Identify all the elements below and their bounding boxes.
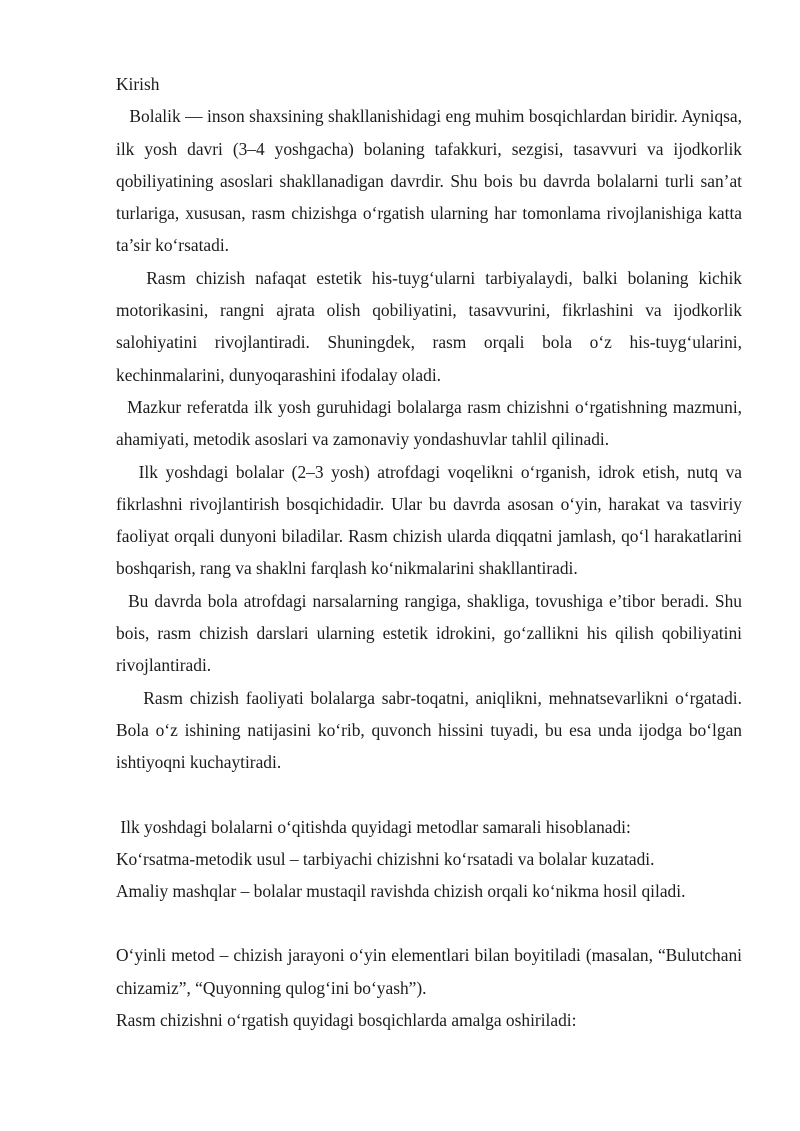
closing-line: Rasm chizishni o‘rgatish quyidagi bosqichlarda amalga oshiriladi: xyxy=(116,1010,577,1031)
paragraph-early-age: Ilk yoshdagi bolalar (2–3 yosh) atrofdagi voqelikni o‘rganish, idrok etish, nutq va fikrlashni rivojlantirish bosqichidadir. Ular bu davrda asosan o‘yin, harakat va tasviriy faoliyat orqali dunyoni biladilar. Rasm chizish ularda diqqatni jamlash, qo‘l harakatlarini boshqarish, rang va shaklni farqlash ko‘nikmalarini shakllantiradi. xyxy=(116,461,742,579)
spacer xyxy=(116,907,742,939)
method-practice: Amaliy mashqlar – bolalar mustaqil ravishda chizish orqali ko‘nikma hosil qiladi. xyxy=(116,881,686,902)
method-demonstration: Ko‘rsatma-metodik usul – tarbiyachi chizishni ko‘rsatadi va bolalar kuzatadi. xyxy=(116,848,655,869)
document-page xyxy=(116,68,742,1036)
paragraph-patience: Rasm chizish faoliyati bolalarga sabr-toqatni, aniqlikni, mehnatsevarlikni o‘rgatadi. Bola o‘z ishining natijasini ko‘rib, quvonch hissini tuyadi, bu esa unda ijodga bo‘lgan ishtiyoqni kuchaytiradi. xyxy=(116,687,742,773)
methods-intro: Ilk yoshdagi bolalarni o‘qitishda quyidagi metodlar samarali hisoblanadi: xyxy=(116,816,631,837)
spacer xyxy=(116,779,742,811)
paragraph-abstract-scope: Mazkur referatda ilk yosh guruhidagi bolalarga rasm chizishni o‘rgatishning mazmuni, ahamiyati, metodik asoslari va zamonaviy yondashuvlar tahlil qilinadi. xyxy=(116,396,742,450)
paragraph-drawing-benefits: Rasm chizish nafaqat estetik his-tuyg‘ularni tarbiyalaydi, balki bolaning kichik motorikasini, rangni ajrata olish qobiliyatini, tasavvurini, fikrlashini va ijodkorlik salohiyatini rivojlantiradi. Shuningdek, rasm orqali bola o‘z his-tuyg‘ularini, kechinmalarini, dunyoqarashini ifodalay oladi. xyxy=(116,267,742,385)
paragraph-childhood: Bolalik — inson shaxsining shakllanishidagi eng muhim bosqichlardan biridir. Ayniqsa, ilk yosh davri (3–4 yoshgacha) bolaning tafakkuri, sezgisi, tasavvuri va ijodkorlik qobiliyatining asoslari shakllanadigan davrdir. Shu bois bu davrda bolalarni turli san’at turlariga, xususan, rasm chizishga o‘rgatish ularning har tomonlama rivojlanishiga katta ta’sir ko‘rsatadi. xyxy=(116,106,742,256)
paragraph-perception: Bu davrda bola atrofdagi narsalarning rangiga, shakliga, tovushiga e’tibor beradi. Shu bois, rasm chizish darslari ularning estetik idrokini, go‘zallikni his qilish qobiliyatini rivojlantiradi. xyxy=(116,590,742,676)
section-heading: Kirish xyxy=(116,74,160,94)
method-game: O‘yinli metod – chizish jarayoni o‘yin elementlari bilan boyitiladi (masalan, “Bulutchani chizamiz”, “Quyonning qulog‘ini bo‘yash”). xyxy=(116,945,742,998)
